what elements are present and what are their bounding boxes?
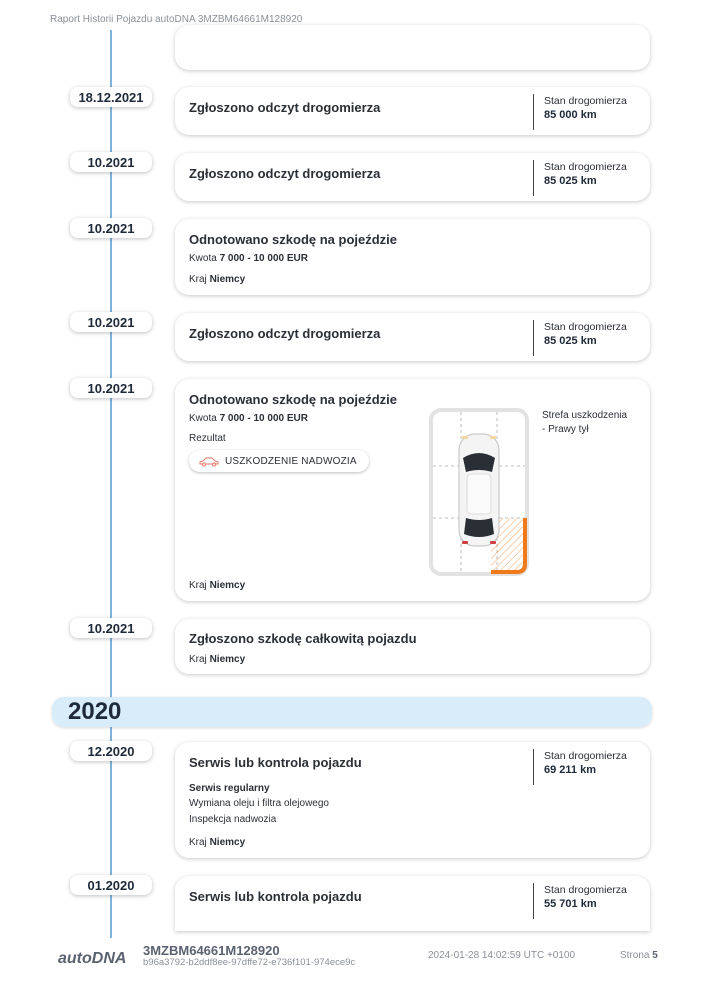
- odometer-label: Stan drogomierza: [544, 321, 627, 333]
- event-card: [175, 87, 650, 135]
- event-date: 18.12.2021: [70, 87, 152, 107]
- damage-zone-title: Strefa uszkodzenia: [542, 410, 628, 421]
- event-title: Serwis lub kontrola pojazdu: [189, 889, 362, 904]
- event-card: [175, 742, 650, 858]
- car-outline-icon: [199, 455, 219, 467]
- event-title: Zgłoszono szkodę całkowitą pojazdu: [189, 631, 417, 646]
- damage-tag-label: USZKODZENIE NADWOZIA: [225, 455, 357, 467]
- odometer-block: [533, 883, 627, 919]
- event-date: 01.2020: [70, 875, 152, 895]
- country-value: Niemcy: [209, 580, 246, 591]
- odometer-block: [533, 320, 627, 356]
- footer-vin: 3MZBM64661M128920: [143, 943, 280, 958]
- country-label: Kraj: [189, 654, 207, 665]
- amount-value: 7 000 - 10 000 EUR: [219, 253, 308, 264]
- country-label: Kraj: [189, 274, 207, 285]
- country-value: Niemcy: [209, 837, 246, 848]
- damage-diagram: [429, 408, 529, 576]
- service-item: Wymiana oleju i filtra olejowego: [189, 798, 329, 809]
- damage-zone-info: [542, 409, 642, 437]
- odometer-label: Stan drogomierza: [544, 161, 627, 173]
- odometer-value: 55 701 km: [544, 898, 597, 910]
- footer-generated-date: 2024-01-28 14:02:59 UTC +0100: [428, 950, 576, 961]
- service-type: Serwis regularny: [189, 783, 270, 794]
- odometer-value: 85 025 km: [544, 175, 597, 187]
- amount-label: Kwota: [189, 413, 217, 424]
- damage-zone-value: - Prawy tył: [542, 424, 589, 435]
- event-card-partial: [175, 25, 650, 70]
- event-date: 10.2021: [70, 378, 152, 398]
- autodna-logo: autoDNA: [58, 950, 127, 967]
- amount-line: [189, 413, 308, 424]
- odometer-block: [533, 94, 627, 130]
- event-title: Zgłoszono odczyt drogomierza: [189, 326, 381, 341]
- service-item: Inspekcja nadwozia: [189, 814, 277, 825]
- odometer-block: [533, 160, 627, 196]
- event-title: Serwis lub kontrola pojazdu: [189, 755, 362, 770]
- odometer-block: [533, 749, 627, 785]
- country-line: [189, 654, 245, 665]
- country-line: [189, 837, 245, 848]
- odometer-label: Stan drogomierza: [544, 884, 627, 896]
- event-date: 10.2021: [70, 312, 152, 332]
- report-header-title: Raport Historii Pojazdu autoDNA 3MZBM64661M128920: [50, 14, 303, 25]
- event-title: Odnotowano szkodę na pojeździe: [189, 232, 398, 247]
- amount-value: 7 000 - 10 000 EUR: [219, 413, 308, 424]
- year-label: 2020: [68, 698, 122, 725]
- event-date: 12.2020: [70, 741, 152, 761]
- event-card: [175, 313, 650, 361]
- odometer-label: Stan drogomierza: [544, 750, 627, 762]
- country-label: Kraj: [189, 837, 207, 848]
- country-line: [189, 274, 245, 285]
- odometer-value: 85 000 km: [544, 109, 597, 121]
- event-date: 10.2021: [70, 618, 152, 638]
- country-value: Niemcy: [209, 654, 246, 665]
- event-date: 10.2021: [70, 152, 152, 172]
- event-title: Zgłoszono odczyt drogomierza: [189, 100, 381, 115]
- year-divider: [52, 697, 652, 727]
- country-value: Niemcy: [209, 274, 246, 285]
- amount-line: [189, 253, 308, 264]
- event-title: Zgłoszono odczyt drogomierza: [189, 166, 381, 181]
- event-title: Odnotowano szkodę na pojeździe: [189, 392, 398, 407]
- damage-tag: [189, 450, 369, 472]
- odometer-label: Stan drogomierza: [544, 95, 627, 107]
- event-card: [175, 219, 650, 295]
- event-card: [175, 379, 650, 601]
- amount-label: Kwota: [189, 253, 217, 264]
- footer-hash: b96a3792-b2ddf8ee-97dffe72-e736f101-974ece9c: [143, 957, 356, 968]
- event-date: 10.2021: [70, 218, 152, 238]
- car-top-icon: [459, 434, 499, 546]
- event-card: [175, 876, 650, 931]
- event-card: [175, 619, 650, 674]
- country-line: [189, 580, 245, 591]
- odometer-value: 85 025 km: [544, 335, 597, 347]
- page-number: 5: [652, 950, 658, 961]
- result-label: Rezultat: [189, 433, 226, 444]
- page-label: Strona: [620, 950, 650, 961]
- footer-page: [620, 950, 658, 961]
- country-label: Kraj: [189, 580, 207, 591]
- odometer-value: 69 211 km: [544, 764, 596, 776]
- event-card: [175, 153, 650, 201]
